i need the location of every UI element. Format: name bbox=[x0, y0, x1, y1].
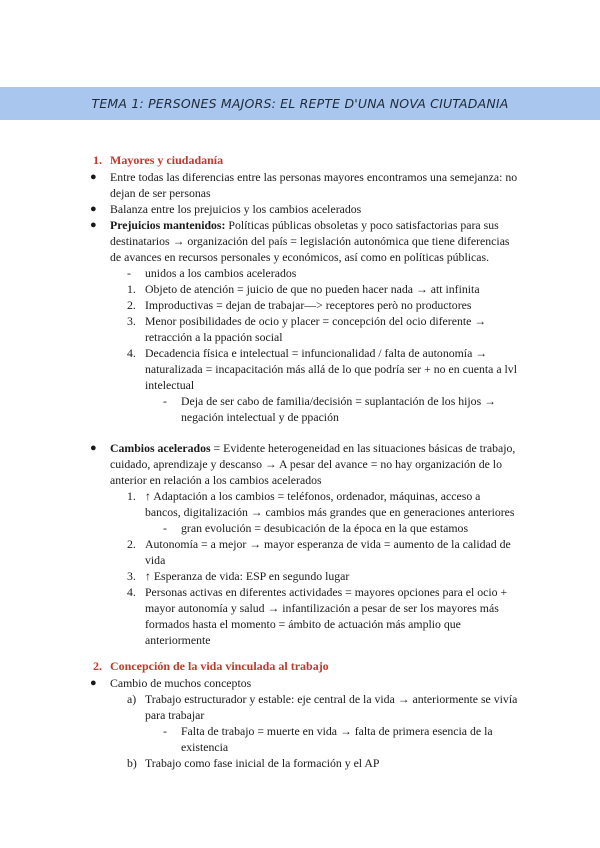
text-line: retracción a la ppación social bbox=[145, 330, 283, 344]
text-line: Personas activas en diferentes actividades = mayores opciones para el ocio + bbox=[145, 585, 508, 599]
text-line: bancos, digitalización → cambios más grandes que en generaciones anteriores bbox=[145, 505, 515, 519]
text-line: dejan de ser personas bbox=[110, 186, 211, 200]
list-marker: b) bbox=[127, 756, 137, 770]
text-line: Menor posibilidades de ocio y placer = concepción del ocio diferente → bbox=[145, 314, 487, 328]
list-marker: 4. bbox=[127, 585, 136, 599]
text-line: mayor autonomía y salud → infantilización a pesar de ser los mayores más bbox=[145, 601, 499, 615]
section-1-heading: Mayores y ciudadanía bbox=[110, 153, 224, 167]
text-line: Improductivas = dejan de trabajar—> receptores però no productores bbox=[145, 298, 472, 312]
text-line: negación intelectual y de ppación bbox=[181, 410, 339, 424]
list-marker: - bbox=[163, 724, 167, 738]
list-marker: - bbox=[163, 394, 167, 408]
text-line: formados hasta el momento = ámbito de actuación más amplio que bbox=[145, 617, 461, 631]
list-marker: 2. bbox=[127, 537, 136, 551]
text-line: ↑ Adaptación a los cambios = teléfonos, ordenador, máquinas, acceso a bbox=[145, 489, 481, 503]
bullet-icon: ● bbox=[90, 219, 97, 231]
text-line: para trabajar bbox=[145, 708, 205, 722]
text-line: Cambio de muchos conceptos bbox=[110, 676, 252, 690]
bold-term: Cambios acelerados bbox=[110, 441, 211, 455]
text-line bbox=[110, 440, 515, 456]
text-line: intelectual bbox=[145, 378, 195, 392]
text-line: ↑ Esperanza de vida: ESP en segundo lugar bbox=[145, 569, 350, 583]
section-1-number: 1. bbox=[93, 153, 102, 167]
bold-term: Prejuicios mantenidos: bbox=[110, 218, 226, 232]
list-marker: 1. bbox=[127, 282, 136, 296]
bullet-icon: ● bbox=[90, 203, 97, 215]
text-line: Decadencia física e intelectual = infuncionalidad / falta de autonomía → bbox=[145, 346, 488, 360]
text-line: anterior en relación a los cambios acelerados bbox=[110, 473, 322, 487]
text-line: existencia bbox=[181, 740, 229, 754]
text-line: Falta de trabajo = muerte en vida → falta de primera esencia de la bbox=[181, 724, 493, 738]
text-line: vida bbox=[145, 553, 166, 567]
list-marker: - bbox=[163, 521, 167, 535]
title-banner bbox=[0, 87, 600, 120]
list-marker: 4. bbox=[127, 346, 136, 360]
text-line: Balanza entre los prejuicios y los cambios acelerados bbox=[110, 202, 362, 216]
page-title: TEMA 1: PERSONES MAJORS: EL REPTE D'UNA NOVA CIUTADANIA bbox=[91, 96, 509, 111]
bullet-icon: ● bbox=[90, 677, 97, 689]
text-line: Trabajo como fase inicial de la formación y el AP bbox=[145, 756, 380, 770]
list-marker: - bbox=[127, 266, 131, 280]
text-line: Trabajo estructurador y estable: eje central de la vida → anteriormente se vivía bbox=[145, 692, 518, 706]
text-line: Entre todas las diferencias entre las personas mayores encontramos una semejanza: no bbox=[110, 170, 518, 184]
text-line: destinatarios → organización del país = legislación autonómica que tiene diferencias bbox=[110, 234, 510, 248]
text-line: naturalizada = incapacitación más allá de lo que podría ser + no en cuenta a lvl bbox=[145, 362, 517, 376]
text-line: Objeto de atención = juicio de que no pueden hacer nada → att infinita bbox=[145, 282, 480, 296]
list-marker: 1. bbox=[127, 489, 136, 503]
list-marker: a) bbox=[127, 692, 137, 706]
text-line: gran evolución = desubicación de la época en la que estamos bbox=[181, 521, 469, 535]
text-line bbox=[110, 217, 527, 233]
text-line: anteriormente bbox=[145, 633, 211, 647]
text-span: = Evidente heterogeneidad en las situaciones básicas de trabajo, bbox=[210, 441, 516, 455]
list-marker: 3. bbox=[127, 569, 136, 583]
section-2-number: 2. bbox=[93, 659, 102, 673]
text-line: Deja de ser cabo de familia/decisión = suplantación de los hijos → bbox=[181, 394, 496, 408]
bullet-icon: ● bbox=[90, 442, 97, 454]
text-line: unidos a los cambios acelerados bbox=[145, 266, 297, 280]
section-2-heading: Concepción de la vida vinculada al trabajo bbox=[110, 659, 329, 673]
text-line: Autonomía = a mejor → mayor esperanza de vida = aumento de la calidad de bbox=[145, 537, 511, 551]
text-span: Políticas públicas obsoletas y poco satisfactorias para sus bbox=[225, 218, 499, 232]
text-line: de avances en recursos personales y económicos, así como en políticas públicas. bbox=[110, 250, 490, 264]
list-marker: 2. bbox=[127, 298, 136, 312]
bullet-icon: ● bbox=[90, 171, 97, 183]
list-marker: 3. bbox=[127, 314, 136, 328]
text-line: cuidado, aprendizaje y descanso → A pesar del avance = no hay organización de lo bbox=[110, 457, 502, 471]
